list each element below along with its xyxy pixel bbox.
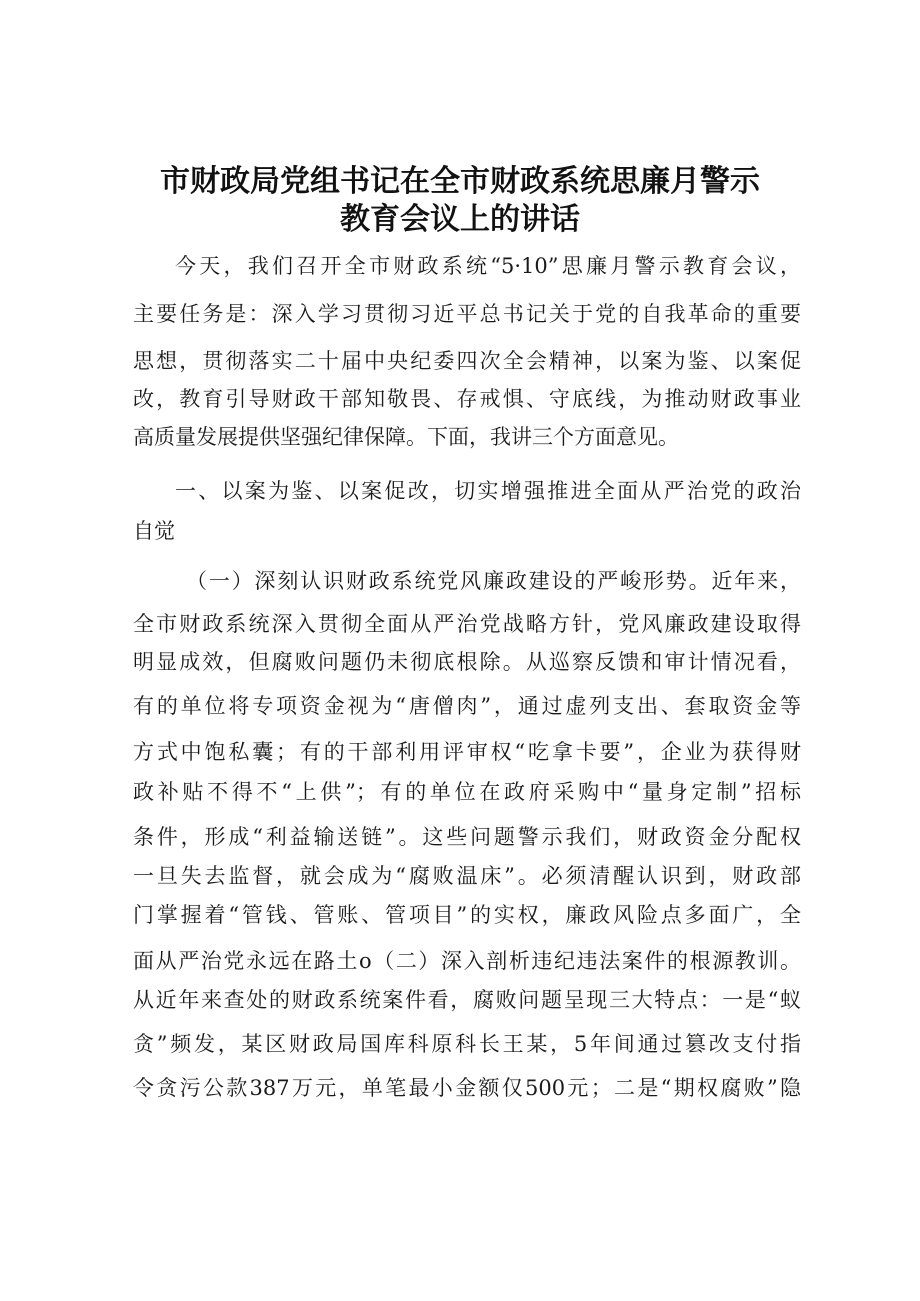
paragraph-subsection-1-line-10: 面从严治党永远在路土o（二）深入剖析违纪违法案件的根源教训。 [133,949,801,973]
paragraph-intro-line-5: 高质量发展提供坚强纪律保障。下面，我讲三个方面意见。 [133,425,679,449]
document-title-line-1: 市财政局党组书记在全市财政系统思廉月警示 [160,164,760,199]
paragraph-subsection-1-line-4: 有的单位将专项资金视为“唐僧肉”，通过虚列支出、套取资金等 [133,694,801,718]
paragraph-subsection-2-line-3: 令贪污公款387万元，单笔最小金额仅500元；二是“期权腐败”隐 [133,1076,801,1100]
paragraph-subsection-1-line-8: 一旦失去监督，就会成为“腐败温床”。必须清醒认识到，财政部 [133,864,801,888]
paragraph-intro-line-1: 今天，我们召开全市财政系统“5·10”思廉月警示教育会议， [175,254,801,278]
section-heading-1-line-2: 自觉 [133,519,175,543]
paragraph-subsection-1-line-9: 门掌握着“管钱、管账、管项目”的实权，廉政风险点多面广，全 [133,903,801,927]
paragraph-intro-line-2: 主要任务是：深入学习贯彻习近平总书记关于党的自我革命的重要 [133,302,801,326]
paragraph-subsection-2-line-1: 从近年来查处的财政系统案件看，腐败问题呈现三大特点：一是“蚁 [133,988,801,1012]
paragraph-subsection-1-line-1: （一）深刻认识财政系统党风廉政建设的严峻形势。近年来， [186,569,801,593]
paragraph-subsection-2-line-2: 贪”频发，某区财政局国库科原科长王某，5年间通过篡改支付指 [133,1032,801,1056]
document-title-line-2: 教育会议上的讲话 [340,202,580,237]
paragraph-subsection-1-line-5: 方式中饱私囊；有的干部利用评审权“吃拿卡要”，企业为获得财 [133,740,801,764]
section-heading-1-line-1: 一、以案为鉴、以案促改，切实增强推进全面从严治党的政治 [175,479,801,503]
paragraph-intro-line-4: 改，教育引导财政干部知敬畏、存戒惧、守底线，为推动财政事业 [133,387,801,411]
paragraph-subsection-1-line-7: 条件，形成“利益输送链”。这些问题警示我们，财政资金分配权 [133,825,801,849]
paragraph-subsection-1-line-2: 全市财政系统深入贯彻全面从严治党战略方针，党风廉政建设取得 [133,612,801,636]
paragraph-intro-line-3: 思想，贯彻落实二十届中央纪委四次全会精神，以案为鉴、以案促 [133,349,801,373]
paragraph-subsection-1-line-6: 政补贴不得不“上供”；有的单位在政府采购中“量身定制”招标 [133,780,801,804]
paragraph-subsection-1-line-3: 明显成效，但腐败问题仍未彻底根除。从巡察反馈和审计情况看， [133,650,801,674]
